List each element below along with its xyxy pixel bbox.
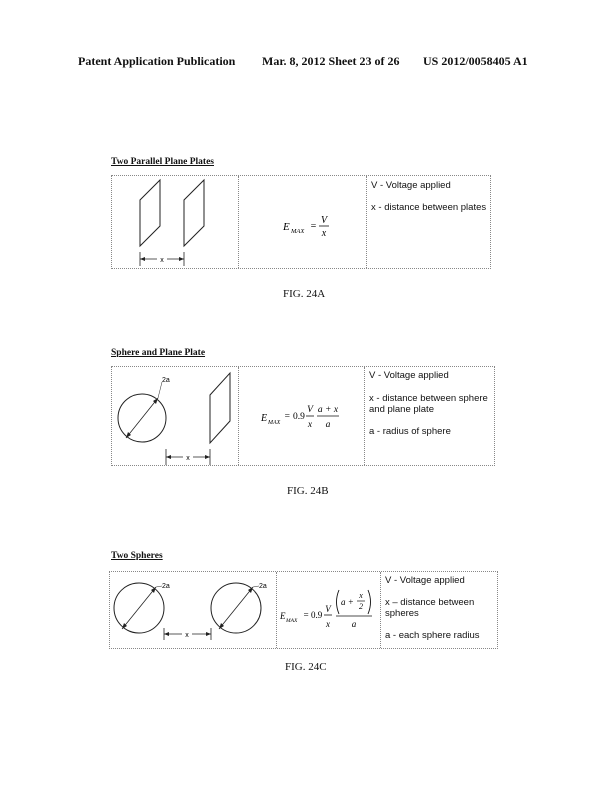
fig24a-legend: [366, 176, 490, 268]
formula-lhs: E: [261, 413, 268, 424]
legend-item: x – distance between: [385, 597, 475, 608]
formula-coef: 0.9: [293, 412, 305, 422]
fig24b-title: Sphere and Plane Plate: [111, 348, 206, 358]
fig24a-panel: [111, 175, 491, 269]
fig24a-formula-cell: [238, 176, 367, 268]
formula-inner-a: a +: [341, 597, 354, 607]
fig24c-caption: FIG. 24C: [285, 661, 327, 673]
formula-num1: V: [325, 604, 331, 614]
legend-item: and plane plate: [369, 404, 434, 415]
diameter-line: [126, 398, 158, 438]
svg-text:=: =: [310, 221, 317, 232]
dim-arrow-right: [205, 455, 210, 459]
svg-text:=: =: [284, 412, 291, 422]
legend-item: x - distance between plates: [371, 202, 487, 213]
fig24b-diagram: [112, 367, 238, 467]
radius-label: 2a: [162, 377, 170, 384]
formula-inner-num: x: [359, 591, 363, 600]
fig24c-title: Two Spheres: [111, 551, 163, 561]
fig24b-legend: [364, 367, 494, 465]
legend-item: spheres: [385, 608, 419, 619]
publication-label: Patent Application Publication: [78, 54, 236, 68]
dim-arrow-left: [166, 455, 171, 459]
fig24a-caption: FIG. 24A: [283, 288, 326, 300]
fig24c-formula: [277, 572, 381, 650]
formula-coef: 0.9: [311, 610, 323, 620]
fig24a-formula: [239, 176, 367, 270]
dim-arrow-right: [206, 632, 211, 636]
formula-sub: MAX: [291, 228, 305, 235]
legend-item: V - Voltage applied: [385, 575, 465, 586]
fig24b-panel: [111, 366, 495, 466]
fig24a-diagram: [112, 176, 238, 270]
diameter-line-2: [219, 587, 253, 629]
fig24c-legend: [380, 572, 497, 648]
formula-den2: a: [351, 619, 357, 629]
formula-num: V: [320, 215, 328, 226]
legend-item: x - distance between sphere: [369, 393, 488, 404]
dim-label: x: [186, 455, 190, 462]
formula-lhs: E: [283, 221, 290, 233]
fig24a-title: Two Parallel Plane Plates: [111, 157, 214, 167]
formula-lhs: E: [280, 611, 286, 621]
legend-item: a - each sphere radius: [385, 630, 480, 641]
fig24a-diagram-cell: [112, 176, 238, 268]
plate-1: [140, 180, 160, 246]
fig24c-panel: [109, 571, 498, 649]
legend-item: V - Voltage applied: [371, 180, 451, 191]
dim-arrow-left: [164, 632, 169, 636]
legend-item: a - radius of sphere: [369, 426, 451, 437]
fig24c-formula-cell: [276, 572, 381, 648]
formula-inner-den: 2: [359, 602, 363, 611]
svg-text:=: =: [303, 610, 310, 620]
formula-den1: x: [307, 420, 313, 430]
formula-den1: x: [326, 619, 330, 629]
fig24b-formula: [239, 367, 365, 467]
fig24b-caption: FIG. 24B: [287, 485, 329, 497]
formula-den: x: [321, 228, 327, 239]
formula-den2: a: [325, 420, 331, 430]
patent-number: US 2012/0058405 A1: [423, 54, 528, 68]
plate-2: [184, 180, 204, 246]
legend-item: V - Voltage applied: [369, 370, 449, 381]
fig24b-diagram-cell: [112, 367, 238, 465]
radius-label-2: 2a: [259, 583, 267, 590]
formula-sub: MAX: [286, 618, 298, 624]
fig24b-formula-cell: [238, 367, 365, 465]
date-sheet-label: Mar. 8, 2012 Sheet 23 of 26: [262, 54, 400, 68]
dim-arrow-left: [140, 257, 145, 261]
plane-plate: [210, 373, 230, 443]
dim-label: x: [160, 257, 164, 264]
fig24c-diagram: [110, 572, 276, 650]
radius-label-1: 2a: [162, 583, 170, 590]
formula-num2: a + x: [317, 405, 339, 415]
dim-arrow-right: [179, 257, 184, 261]
fig24c-diagram-cell: [110, 572, 276, 648]
formula-sub: MAX: [268, 420, 281, 426]
formula-num1: V: [307, 405, 313, 415]
dim-label: x: [185, 632, 189, 639]
diameter-line-1: [122, 587, 156, 629]
